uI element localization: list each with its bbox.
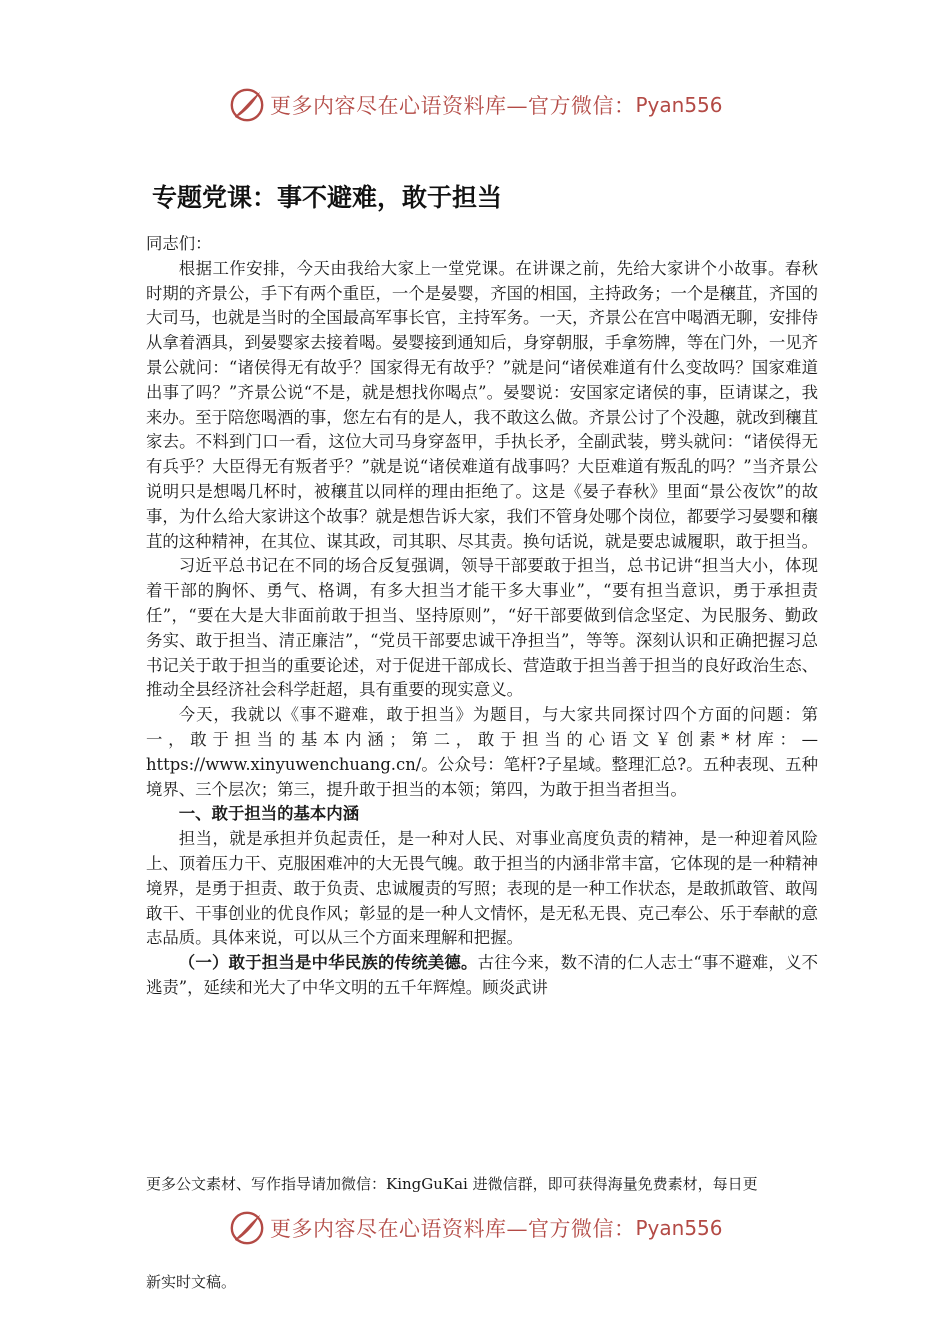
paragraph-5-lead: （一）敢于担当是中华民族的传统美德。 bbox=[178, 953, 478, 973]
banner-text: 更多内容尽在心语资料库—官方微信： bbox=[270, 94, 636, 118]
salutation: 同志们： bbox=[146, 234, 212, 253]
footer-note-continued: 新实时文稿。 bbox=[146, 1273, 237, 1291]
quill-logo-icon bbox=[228, 1209, 266, 1247]
banner-text: 更多内容尽在心语资料库—官方微信： bbox=[270, 1217, 636, 1241]
paragraph-5-text: 古往今来，数不清的仁人志士“事不避难，义不逃责”，延续和光大了中华文明的五千年辉煌。顾炎武讲 bbox=[146, 953, 818, 997]
quill-logo-icon bbox=[228, 86, 266, 124]
section-heading-1: 一、敢于担当的基本内涵 bbox=[178, 804, 360, 824]
paragraph-2: 习近平总书记在不同的场合反复强调，领导干部要敢于担当，总书记讲“担当大小，体现着干部的胸怀、勇气、格调，有多大担当才能干多大事业”，“要有担当意识，勇于承担责任”，“要在大是大非面前敢于担当、坚持原则”，“好干部要做到信念坚定、为民服务、勤政务实、敢于担当、清正廉洁”，“党员干部要忠诚干净担当”，等等。深刻认识和正确把握习总书记关于敢于担当的重要论述，对于促进干部成长、营造敢于担当善于担当的良好政治生态、推动全县经济社会科学赶超，具有重要的现实意义。 bbox=[146, 556, 819, 700]
header-banner bbox=[228, 82, 748, 128]
paragraph-3: 今天，我就以《事不避难，敢于担当》为题目，与大家共同探讨四个方面的问题：第一，敢于担当的基本内涵；第二，敢于担当的心语文￥创素*材库：—https://www.xinyuwenchuang.cn/。公众号：笔杆?子星域。整理汇总?。五种表现、五种境界、三个层次；第三，提升敢于担当的本领；第四，为敢于担当者担当。 bbox=[146, 705, 818, 799]
paragraph-4: 担当，就是承担并负起责任，是一种对人民、对事业高度负责的精神，是一种迎着风险上、顶着压力干、克服困难冲的大无畏气魄。敢于担当的内涵非常丰富，它体现的是一种精神境界，是勇于担责、敢于负责、忠诚履责的写照；表现的是一种工作状态，是敢抓敢管、敢闯敢干、干事创业的优良作风；彰显的是一种人文情怀，是无私无畏、克己奉公、乐于奉献的意志品质。具体来说，可以从三个方面来理解和把握。 bbox=[146, 829, 819, 948]
paragraph-5 bbox=[146, 951, 818, 1001]
footer-note: 更多公文素材、写作指导请加微信：KingGuKai 进微信群，即可获得海量免费素材，每日更 bbox=[146, 1175, 758, 1193]
banner-wechat-id: Pyan556 bbox=[635, 93, 723, 117]
document-body bbox=[146, 232, 818, 1001]
banner-wechat-id: Pyan556 bbox=[635, 1216, 723, 1240]
page-title: 专题党课：事不避难，敢于担当 bbox=[152, 183, 503, 212]
footer-banner bbox=[228, 1205, 748, 1251]
paragraph-1: 根据工作安排，今天由我给大家上一堂党课。在讲课之前，先给大家讲个小故事。春秋时期的齐景公，手下有两个重臣，一个是晏婴，齐国的相国，主持政务；一个是穰苴，齐国的大司马，也就是当时的全国最高军事长官，主持军务。一天，齐景公在宫中喝酒无聊，安排侍从拿着酒具，到晏婴家去接着喝。晏婴接到通知后，身穿朝服，手拿笏牌，等在门外，一见齐景公就问：“诸侯得无有故乎？国家得无有故乎？”就是问“诸侯难道有什么变故吗？国家难道出事了吗？”齐景公说“不是，就是想找你喝点”。晏婴说：安国家定诸侯的事，臣请谋之，我来办。至于陪您喝酒的事，您左右有的是人，我不敢这么做。齐景公讨了个没趣，就改到穰苴家去。不料到门口一看，这位大司马身穿盔甲，手执长矛，全副武装，劈头就问：“诸侯得无有兵乎？大臣得无有叛者乎？”就是说“诸侯难道有战事吗？大臣难道有叛乱的吗？”当齐景公说明只是想喝几杯时，被穰苴以同样的理由拒绝了。这是《晏子春秋》里面“景公夜饮”的故事，为什么给大家讲这个故事？就是想告诉大家，我们不管身处哪个岗位，都要学习晏婴和穰苴的这种精神，在其位、谋其政，司其职、尽其责。换句话说，就是要忠诚履职，敢于担当。 bbox=[146, 258, 819, 551]
